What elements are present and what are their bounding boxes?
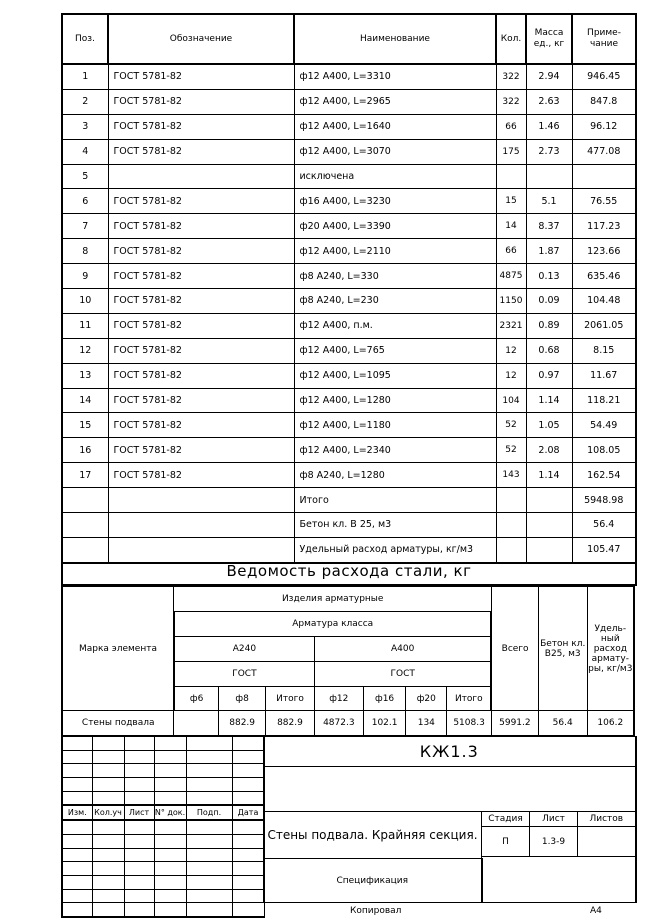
specific-consumption-header: Удель- ный расход армату- ры, кг/м3 <box>587 587 634 711</box>
stamp-grid-cell <box>154 791 186 805</box>
spec-cell-pos: 3 <box>62 114 108 139</box>
steel-consumption-table <box>61 586 635 737</box>
spec-cell-qty: 12 <box>496 338 526 363</box>
d6-header: ф6 <box>174 687 219 711</box>
spec-row <box>62 289 636 314</box>
spec-row <box>62 89 636 114</box>
spec-cell-note: 635.46 <box>572 264 636 289</box>
stamp-grid-row <box>62 834 264 848</box>
stamp-grid-cell <box>154 862 186 876</box>
sheet-label: Лист <box>530 812 578 827</box>
spec-row <box>62 463 636 488</box>
spec-cell-designation: ГОСТ 5781-82 <box>108 189 294 214</box>
spec-cell-note: 117.23 <box>572 214 636 239</box>
spec-cell-designation: ГОСТ 5781-82 <box>108 114 294 139</box>
stamp-grid-row <box>62 791 264 805</box>
stamp-grid-cell <box>124 778 154 792</box>
stamp-grid-row <box>62 737 264 751</box>
stamp-grid-cell <box>154 875 186 889</box>
spec-cell-note: 11.67 <box>572 363 636 388</box>
spec-cell-designation: ГОСТ 5781-82 <box>108 89 294 114</box>
stamp-label-row <box>62 805 264 820</box>
stamp-grid-cell <box>62 820 92 834</box>
spec-cell-designation: ГОСТ 5781-82 <box>108 313 294 338</box>
itogo-a400-header: Итого <box>447 687 492 711</box>
spec-cell-pos: 2 <box>62 89 108 114</box>
specification-table <box>61 13 637 564</box>
stamp-grid-cell <box>232 764 264 778</box>
stamp-grid-row <box>62 889 264 903</box>
itogo-a240-header: Итого <box>266 687 315 711</box>
stamp-label: Дата <box>232 805 264 820</box>
stamp-grid-cell <box>124 750 154 764</box>
element-mark-header: Марка элемента <box>62 587 174 711</box>
concrete-header: Бетон кл. В25, м3 <box>538 587 587 711</box>
gost-a400-header: ГОСТ <box>314 662 491 687</box>
spec-cell-qty: 66 <box>496 114 526 139</box>
spec-cell-qty <box>496 164 526 189</box>
value-concrete: 56.4 <box>538 711 587 736</box>
element-name: Стены подвала <box>62 711 174 736</box>
spec-cell-mass: 1.87 <box>526 239 572 264</box>
spec-cell-pos: 8 <box>62 239 108 264</box>
stamp-grid-cell <box>232 791 264 805</box>
spec-header-row <box>62 14 636 64</box>
stamp-grid-cell <box>154 848 186 862</box>
stamp-grid-cell <box>92 875 124 889</box>
rebar-class-header: Арматура класса <box>174 612 492 637</box>
stamp-grid-row <box>62 750 264 764</box>
spec-cell-qty: 322 <box>496 89 526 114</box>
stamp-grid-cell <box>92 834 124 848</box>
spec-cell-designation: ГОСТ 5781-82 <box>108 289 294 314</box>
value-itogo-a400: 5108.3 <box>447 711 492 736</box>
spec-cell-note <box>572 164 636 189</box>
stamp-label: Подп. <box>186 805 232 820</box>
spec-cell-mass: 0.97 <box>526 363 572 388</box>
stamp-grid-cell <box>186 889 232 903</box>
stamp-grid-row <box>62 862 264 876</box>
spec-cell-mass: 2.08 <box>526 438 572 463</box>
stamp-grid-cell <box>124 820 154 834</box>
col-note-header: Приме- чание <box>572 14 636 64</box>
sheets-value <box>578 827 636 857</box>
stamp-grid-cell <box>232 778 264 792</box>
spec-cell-pos: 1 <box>62 64 108 89</box>
spec-cell-qty: 66 <box>496 239 526 264</box>
spec-cell-note: 104.48 <box>572 289 636 314</box>
col-name-header: Наименование <box>294 14 496 64</box>
spec-cell-pos: 4 <box>62 139 108 164</box>
spec-cell-mass <box>526 164 572 189</box>
spec-cell-name: ф12 А400, L=765 <box>294 338 496 363</box>
gost-a240-header: ГОСТ <box>174 662 314 687</box>
stamp-grid-cell <box>62 834 92 848</box>
stamp-grid-cell <box>186 764 232 778</box>
stamp-grid-cell <box>186 862 232 876</box>
col-mass-header: Масса ед., кг <box>526 14 572 64</box>
spec-cell-name: ф8 А240, L=1280 <box>294 463 496 488</box>
spec-row <box>62 388 636 413</box>
spec-cell-name: ф12 А400, L=2340 <box>294 438 496 463</box>
spec-cell-pos: 5 <box>62 164 108 189</box>
value-d6 <box>174 711 219 736</box>
spec-row <box>62 139 636 164</box>
sheets-label: Листов <box>578 812 636 827</box>
stamp-grid-cell <box>186 778 232 792</box>
spec-row <box>62 363 636 388</box>
total-label: Итого <box>294 488 496 513</box>
spec-cell-qty: 104 <box>496 388 526 413</box>
spec-empty-cell <box>108 488 294 513</box>
spec-cell-mass: 1.46 <box>526 114 572 139</box>
stamp-grid-cell <box>232 820 264 834</box>
stamp-grid-cell <box>154 737 186 751</box>
stamp-grid-cell <box>62 889 92 903</box>
stamp-grid-cell <box>186 791 232 805</box>
spec-cell-name: ф8 А240, L=330 <box>294 264 496 289</box>
stamp-grid-cell <box>186 848 232 862</box>
spec-cell-qty: 322 <box>496 64 526 89</box>
spec-cell-designation: ГОСТ 5781-82 <box>108 413 294 438</box>
spec-cell-designation: ГОСТ 5781-82 <box>108 338 294 363</box>
stamp-grid-cell <box>124 903 154 917</box>
a400-header: А400 <box>314 637 491 662</box>
stamp-label: Лист <box>124 805 154 820</box>
stamp-grid-row <box>62 875 264 889</box>
format-label: А4 <box>590 906 602 916</box>
spec-row <box>62 114 636 139</box>
total-label: Бетон кл. В 25, м3 <box>294 513 496 538</box>
d16-header: ф16 <box>363 687 406 711</box>
stamp-grid-cell <box>62 778 92 792</box>
spec-empty-cell <box>496 513 526 538</box>
spec-cell-note: 123.66 <box>572 239 636 264</box>
stamp-grid-cell <box>62 848 92 862</box>
spec-cell-qty: 52 <box>496 413 526 438</box>
stamp-grid-cell <box>92 778 124 792</box>
d12-header: ф12 <box>314 687 363 711</box>
stamp-grid-cell <box>92 848 124 862</box>
stamp-label: N° док. <box>154 805 186 820</box>
stamp-grid-row <box>62 764 264 778</box>
stage-value: П <box>482 827 530 857</box>
stamp-grid-cell <box>154 820 186 834</box>
col-designation-header: Обозначение <box>108 14 294 64</box>
stamp-grid-cell <box>232 875 264 889</box>
value-d8: 882.9 <box>219 711 266 736</box>
document-type: Спецификация <box>264 859 482 903</box>
stamp-grid-cell <box>124 791 154 805</box>
spec-cell-mass: 2.63 <box>526 89 572 114</box>
sheet-value: 1.3-9 <box>530 827 578 857</box>
stamp-grid-cell <box>232 862 264 876</box>
document-code: КЖ1.3 <box>264 737 636 767</box>
spec-cell-name: исключена <box>294 164 496 189</box>
spec-cell-note: 118.21 <box>572 388 636 413</box>
spec-cell-qty: 12 <box>496 363 526 388</box>
value-d12: 4872.3 <box>314 711 363 736</box>
spec-empty-cell <box>62 488 108 513</box>
spec-cell-mass: 0.09 <box>526 289 572 314</box>
spec-body <box>62 64 636 563</box>
stamp-grid-cell <box>186 737 232 751</box>
col-qty-header: Кол. <box>496 14 526 64</box>
stamp-grid-cell <box>186 903 232 917</box>
spec-cell-qty: 52 <box>496 438 526 463</box>
spec-cell-pos: 9 <box>62 264 108 289</box>
spec-cell-designation: ГОСТ 5781-82 <box>108 438 294 463</box>
col-pos-header: Поз. <box>62 14 108 64</box>
d8-header: ф8 <box>219 687 266 711</box>
spec-cell-qty: 4875 <box>496 264 526 289</box>
stamp-grid-row <box>62 778 264 792</box>
stamp-grid-cell <box>62 791 92 805</box>
spec-cell-note: 96.12 <box>572 114 636 139</box>
spec-row <box>62 214 636 239</box>
value-d16: 102.1 <box>363 711 406 736</box>
spec-cell-note: 477.08 <box>572 139 636 164</box>
stamp-grid-cell <box>186 750 232 764</box>
spec-cell-mass: 8.37 <box>526 214 572 239</box>
stamp-grid-cell <box>186 820 232 834</box>
spec-row <box>62 438 636 463</box>
spec-cell-designation: ГОСТ 5781-82 <box>108 264 294 289</box>
stamp-grid-cell <box>232 750 264 764</box>
spec-cell-note: 54.49 <box>572 413 636 438</box>
spec-cell-name: ф12 А400, L=2965 <box>294 89 496 114</box>
spec-cell-note: 108.05 <box>572 438 636 463</box>
stamp-grid-cell <box>92 750 124 764</box>
spec-row <box>62 189 636 214</box>
stamp-grid-cell <box>232 834 264 848</box>
spec-cell-name: ф12 А400, L=3070 <box>294 139 496 164</box>
spec-cell-mass: 2.94 <box>526 64 572 89</box>
spec-cell-name: ф12 А400, L=1280 <box>294 388 496 413</box>
spec-cell-note: 76.55 <box>572 189 636 214</box>
value-itogo-a240: 882.9 <box>266 711 315 736</box>
spec-cell-pos: 7 <box>62 214 108 239</box>
spec-cell-mass: 5.1 <box>526 189 572 214</box>
total-value: 56.4 <box>572 513 636 538</box>
spec-cell-designation <box>108 164 294 189</box>
total-label: Удельный расход арматуры, кг/м3 <box>294 537 496 562</box>
steel-data-row <box>62 711 634 736</box>
spec-cell-pos: 17 <box>62 463 108 488</box>
stamp-grid-cell <box>62 903 92 917</box>
spec-cell-name: ф12 А400, L=1095 <box>294 363 496 388</box>
spec-cell-pos: 14 <box>62 388 108 413</box>
stamp-grid-row <box>62 820 264 834</box>
stamp-grid-cell <box>92 862 124 876</box>
spec-cell-name: ф12 А400, L=1180 <box>294 413 496 438</box>
stamp-grid-cell <box>232 889 264 903</box>
spec-cell-name: ф12 А400, L=1640 <box>294 114 496 139</box>
spec-cell-name: ф12 А400, L=3310 <box>294 64 496 89</box>
spec-cell-designation: ГОСТ 5781-82 <box>108 239 294 264</box>
spec-cell-qty: 15 <box>496 189 526 214</box>
spec-cell-note: 946.45 <box>572 64 636 89</box>
stamp-grid-cell <box>92 820 124 834</box>
spec-cell-name: ф16 А400, L=3230 <box>294 189 496 214</box>
products-header: Изделия арматурные <box>174 587 492 612</box>
stamp-grid-cell <box>154 834 186 848</box>
stamp-grid-cell <box>92 903 124 917</box>
spec-empty-cell <box>526 488 572 513</box>
spec-cell-pos: 11 <box>62 313 108 338</box>
total-value: 105.47 <box>572 537 636 562</box>
spec-cell-mass: 1.05 <box>526 413 572 438</box>
spec-cell-pos: 13 <box>62 363 108 388</box>
stamp-grid-row <box>62 903 264 917</box>
spec-cell-name: ф12 А400, L=2110 <box>294 239 496 264</box>
spec-row <box>62 164 636 189</box>
spec-cell-name: ф8 А240, L=230 <box>294 289 496 314</box>
stamp-grid-cell <box>124 848 154 862</box>
spec-cell-qty: 2321 <box>496 313 526 338</box>
spec-row <box>62 264 636 289</box>
spec-cell-qty: 14 <box>496 214 526 239</box>
total-header: Всего <box>491 587 538 711</box>
spec-empty-cell <box>526 513 572 538</box>
spec-row <box>62 413 636 438</box>
spec-cell-mass: 0.68 <box>526 338 572 363</box>
spec-row <box>62 239 636 264</box>
stamp-grid-cell <box>124 862 154 876</box>
stage-label: Стадия <box>482 812 530 827</box>
stamp-grid-cell <box>154 889 186 903</box>
value-d20: 134 <box>406 711 447 736</box>
spec-cell-mass: 1.14 <box>526 388 572 413</box>
spec-cell-mass: 1.14 <box>526 463 572 488</box>
spec-cell-note: 2061.05 <box>572 313 636 338</box>
stamp-grid-row <box>62 848 264 862</box>
spec-cell-name: ф20 А400, L=3390 <box>294 214 496 239</box>
spec-cell-mass: 2.73 <box>526 139 572 164</box>
spec-cell-pos: 12 <box>62 338 108 363</box>
stamp-grid-cell <box>232 903 264 917</box>
spec-cell-pos: 6 <box>62 189 108 214</box>
stamp-grid-cell <box>154 750 186 764</box>
spec-cell-designation: ГОСТ 5781-82 <box>108 363 294 388</box>
value-specific: 106.2 <box>587 711 634 736</box>
spec-cell-designation: ГОСТ 5781-82 <box>108 214 294 239</box>
stamp-grid-cell <box>92 889 124 903</box>
spec-total-row <box>62 513 636 538</box>
stamp-label: Изм. <box>62 805 92 820</box>
spec-cell-mass: 0.89 <box>526 313 572 338</box>
spec-cell-designation: ГОСТ 5781-82 <box>108 463 294 488</box>
spec-cell-qty: 175 <box>496 139 526 164</box>
sheet-title: Стены подвала. Крайняя секция. <box>264 812 482 859</box>
stamp-grid-cell <box>232 737 264 751</box>
stamp-grid-cell <box>232 848 264 862</box>
stamp-grid-cell <box>62 737 92 751</box>
stamp-grid-cell <box>92 737 124 751</box>
organization-cell <box>482 857 636 903</box>
spec-cell-designation: ГОСТ 5781-82 <box>108 388 294 413</box>
stamp-grid-cell <box>124 875 154 889</box>
stamp-grid-cell <box>124 834 154 848</box>
spec-row <box>62 313 636 338</box>
stamp-grid-cell <box>62 764 92 778</box>
stamp-grid-cell <box>62 862 92 876</box>
stamp-grid-cell <box>154 778 186 792</box>
spec-cell-qty: 143 <box>496 463 526 488</box>
stamp-grid-cell <box>124 889 154 903</box>
stamp-grid-cell <box>124 737 154 751</box>
spec-cell-qty: 1150 <box>496 289 526 314</box>
stamp-grid-cell <box>154 764 186 778</box>
d20-header: ф20 <box>406 687 447 711</box>
spec-cell-name: ф12 А400, п.м. <box>294 313 496 338</box>
spec-row <box>62 64 636 89</box>
stamp-blank-row <box>264 767 636 812</box>
spec-empty-cell <box>496 488 526 513</box>
spec-total-row <box>62 488 636 513</box>
stamp-grid-cell <box>186 834 232 848</box>
spec-empty-cell <box>108 513 294 538</box>
spec-cell-pos: 15 <box>62 413 108 438</box>
spec-row <box>62 338 636 363</box>
stamp-revision-grid <box>61 736 265 918</box>
stamp-grid-cell <box>92 764 124 778</box>
stamp-label: Кол.уч <box>92 805 124 820</box>
copied-label: Копировал <box>350 906 402 916</box>
spec-cell-designation: ГОСТ 5781-82 <box>108 64 294 89</box>
stamp-grid-cell <box>186 875 232 889</box>
stamp-title-block <box>263 736 637 903</box>
spec-empty-cell <box>62 513 108 538</box>
spec-cell-note: 162.54 <box>572 463 636 488</box>
stamp-grid-cell <box>62 750 92 764</box>
spec-cell-mass: 0.13 <box>526 264 572 289</box>
spec-cell-note: 847.8 <box>572 89 636 114</box>
spec-cell-pos: 16 <box>62 438 108 463</box>
steel-consumption-title: Ведомость расхода стали, кг <box>61 558 637 586</box>
stamp-grid-cell <box>154 903 186 917</box>
total-value: 5948.98 <box>572 488 636 513</box>
value-total: 5991.2 <box>491 711 538 736</box>
spec-cell-note: 8.15 <box>572 338 636 363</box>
spec-cell-pos: 10 <box>62 289 108 314</box>
a240-header: А240 <box>174 637 314 662</box>
stamp-grid-cell <box>62 875 92 889</box>
spec-cell-designation: ГОСТ 5781-82 <box>108 139 294 164</box>
stamp-grid-cell <box>92 791 124 805</box>
stamp-grid-cell <box>124 764 154 778</box>
